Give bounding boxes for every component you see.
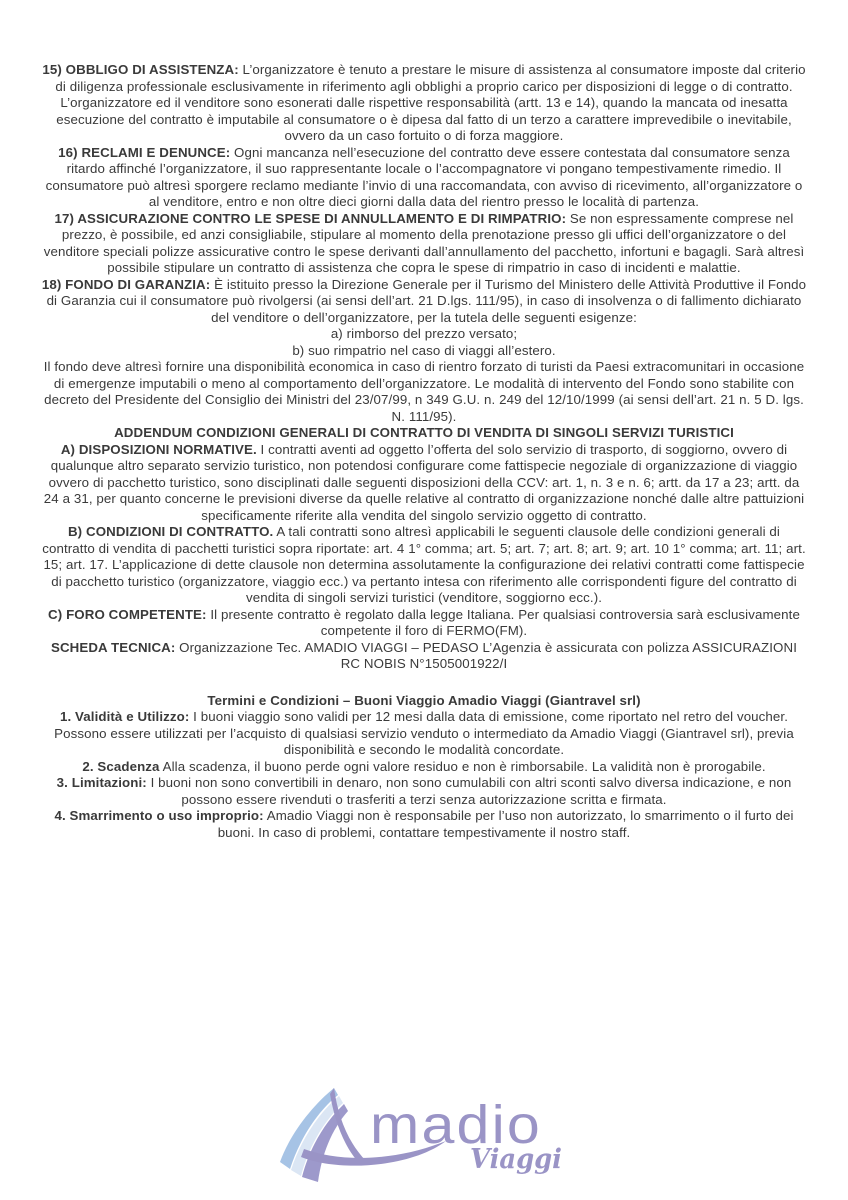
text-run: Se non espressamente comprese nel prezzo, è possibile, ed anzi consigliabile, stipulare al momento della prenotazione presso gli uffici dell’organizzatore o del venditore speciali polizze assicurative contro le spese derivanti dall’annullamento del pacchetto, infortuni e bagagli. Sarà altresì possibile stipulare un contratto di assistenza che copra le spese di rimpatrio in caso di incidenti e malattie.: [43, 210, 805, 275]
addendum-c-foro-competente: [41, 607, 807, 640]
bold-label: 15) OBBLIGO DI ASSISTENZA:: [42, 62, 239, 77]
logo-wordmark-madio: madio: [370, 1095, 542, 1155]
bold-label: B) CONDIZIONI DI CONTRATTO.: [67, 524, 274, 539]
clause-18-item-b: [41, 343, 807, 360]
bold-label: ADDENDUM CONDIZIONI GENERALI DI CONTRATTO DI VENDITA DI SINGOLI SERVIZI TURISTICI: [114, 425, 734, 440]
bold-label: 2. Scadenza: [82, 758, 160, 774]
text-run: L’organizzatore è tenuto a prestare le misure di assistenza al consumatore imposte dal criterio di diligenza professionale esclusivamente in riferimento agli obblighi a proprio carico per disposizioni di legge o di contratto. L’organizzatore ed il venditore sono esonerati dalle rispettive responsabilità (artt. 13 e 14), quando la mancata od inesatta esecuzione del contratto è imputabile al consumatore o è dipesa dal fatto di un terzo a carattere imprevedibile o inevitabile, ovvero da un caso fortuito o di forza maggiore.: [55, 62, 806, 143]
buoni-3-limitazioni: [41, 775, 807, 808]
text-run: Organizzazione Tec. AMADIO VIAGGI – PEDASO L’Agenzia è assicurata con polizza ASSICURAZIONI RC NOBIS N°1505001922/I: [175, 639, 797, 671]
text-run: a) rimborso del prezzo versato;: [330, 326, 518, 341]
text-run: b) suo rimpatrio nel caso di viaggi all’estero.: [292, 342, 556, 358]
clause-17-assicurazione: [41, 211, 807, 277]
text-run: Il fondo deve altresì fornire una disponibilità economica in caso di rientro forzato di turisti da Paesi extracomunitari in occasione di emergenze imputabili o meno al comportamento dell’organizzatore. Le modalità di intervento del Fondo sono stabilite con decreto del Presidente del Consiglio dei Ministri del 23/07/99, n 349 G.U. n. 249 del 12/10/1999 (ai sensi dell’art. 21 n. 5 D. lgs. N. 111/95).: [43, 359, 805, 424]
addendum-b-condizioni-di-contratto: [41, 524, 807, 607]
clause-16-reclami-e-denunce: [41, 145, 807, 211]
clause-18-fondo-continuation: [41, 359, 807, 425]
document-body: [41, 62, 807, 841]
text-run: A tali contratti sono altresì applicabili le seguenti clausole delle condizioni generali di contratto di vendita di pacchetti turistici sopra riportate: art. 4 1° comma; art. 5; art. 7; art. 8; art. 9; art. 10 1° comma; art. 11; art. 15; art. 17. L’applicazione di dette clausole non determina assolutamente la configurazione dei relativi contratti come fattispecie di pacchetto turistico (organizzatore, viaggio ecc.) va pertanto intesa con riferimento alle corrispondenti figure del contratto di vendita di singoli servizi turistici (venditore, soggiorno ecc.).: [42, 524, 806, 605]
clause-15-obbligo-di-assistenza: [41, 62, 807, 145]
bold-label: 18) FONDO DI GARANZIA:: [41, 276, 211, 292]
text-run: È istituito presso la Direzione Generale per il Turismo del Ministero delle Attività Produttive il Fondo di Garanzia cui il consumatore può rivolgersi (ai sensi dell’art. 21 D.lgs. 111/95), in caso di insolvenza o di fallimento dichiarato del venditore o dell’organizzatore, per la tutela delle seguenti esigenze:: [46, 276, 807, 325]
buoni-4-smarrimento: [41, 808, 807, 841]
text-run: Ogni mancanza nell’esecuzione del contratto deve essere contestata dal consumatore senza ritardo affinché l’organizzatore, il suo rappresentante locale o l’accompagnatore vi pongano tempestivamente rimedio. Il consumatore può altresì sporgere reclamo mediante l’invio di una raccomandata, con avviso di ricevimento, all’organizzatore o al venditore, entro e non oltre dieci giorni dalla data del rientro presso le località di partenza.: [45, 144, 803, 209]
bold-label: 3. Limitazioni:: [56, 775, 147, 790]
amadio-viaggi-logo: [278, 1086, 570, 1188]
bold-label: 16) RECLAMI E DENUNCE:: [58, 144, 231, 160]
clause-18-fondo-di-garanzia: [41, 277, 807, 327]
text-run: Alla scadenza, il buono perde ogni valore residuo e non è rimborsabile. La validità non è prorogabile.: [159, 758, 766, 774]
termini-e-condizioni-heading: [41, 693, 807, 710]
clause-18-item-a: [41, 326, 807, 343]
amadio-logo-svg: [278, 1086, 570, 1188]
bold-label: 17) ASSICURAZIONE CONTRO LE SPESE DI ANNULLAMENTO E DI RIMPATRIO:: [54, 210, 567, 226]
bold-label: 1. Validità e Utilizzo:: [59, 709, 190, 724]
text-run: Amadio Viaggi non è responsabile per l’uso non autorizzato, lo smarrimento o il furto dei buoni. In caso di problemi, contattare tempestivamente il nostro staff.: [217, 808, 794, 840]
buoni-2-scadenza: [41, 759, 807, 776]
scheda-tecnica: [41, 640, 807, 673]
bold-label: SCHEDA TECNICA:: [51, 639, 176, 655]
bold-label: A) DISPOSIZIONI NORMATIVE.: [60, 441, 257, 457]
buoni-1-validita-e-utilizzo: [41, 709, 807, 759]
text-run: I buoni viaggio sono validi per 12 mesi dalla data di emissione, come riportato nel retro del voucher. Possono essere utilizzati per l’acquisto di qualsiasi servizio venduto o intermediato da Amadio Viaggi (Giantravel srl), previa disponibilità e secondo le modalità concordate.: [54, 709, 794, 757]
text-run: I buoni non sono convertibili in denaro, non sono cumulabili con altri sconti salvo diversa indicazione, e non possono essere rivenduti o trasferiti a terzi senza autorizzazione scritta e firmata.: [146, 775, 792, 807]
text-run: I contratti aventi ad oggetto l’offerta del solo servizio di trasporto, di soggiorno, ovvero di qualunque altro separato servizio turistico, non potendosi configurare come fattispecie negoziale di organizzazione di viaggio ovvero di pacchetto turistico, sono disciplinati dalle seguenti disposizioni della CCV: art. 1, n. 3 e n. 6; artt. da 17 a 23; artt. da 24 a 31, per quanto concerne le previsioni diverse da quelle relative al contratto di organizzazione nonché dalle altre pattuizioni specificamente riferite alla vendita del singolo servizio oggetto di contratto.: [43, 441, 805, 523]
addendum-a-disposizioni-normative: [41, 442, 807, 525]
bold-label: C) FORO COMPETENTE:: [48, 606, 207, 622]
bold-label: 4. Smarrimento o uso improprio:: [54, 808, 264, 823]
logo-wordmark-viaggi: Viaggi: [470, 1144, 562, 1175]
addendum-heading: [41, 425, 807, 442]
text-run: Il presente contratto è regolato dalla legge Italiana. Per qualsiasi controversia sarà esclusivamente competente il foro di FERMO(FM).: [206, 606, 800, 638]
bold-label: Termini e Condizioni – Buoni Viaggio Amadio Viaggi (Giantravel srl): [207, 692, 641, 708]
